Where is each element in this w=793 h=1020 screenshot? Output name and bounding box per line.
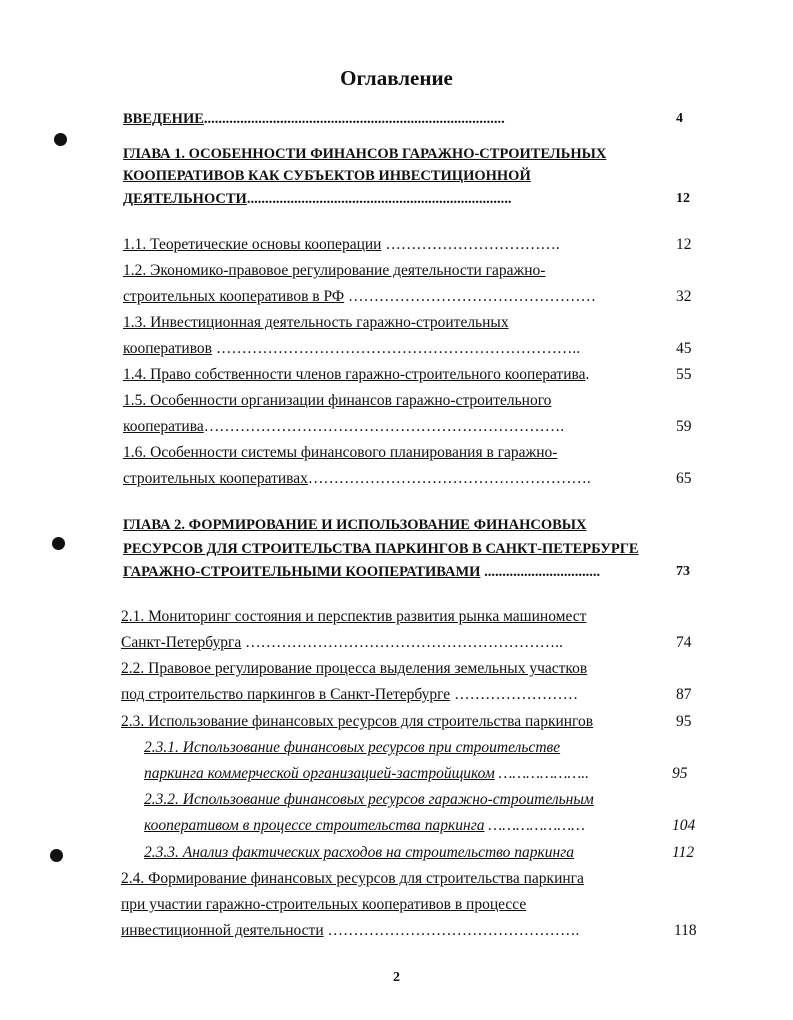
toc-page-number: 73 xyxy=(676,564,690,579)
toc-section-1-3-line-2[interactable] xyxy=(123,339,580,359)
toc-leader-dots: …………………………………………………………….. xyxy=(212,340,581,357)
toc-leader-dots: ………………………………………………. xyxy=(307,470,591,487)
toc-chapter-1-line-2[interactable]: КООПЕРАТИВОВ КАК СУБЪЕКТОВ ИНВЕСТИЦИОННОЙ xyxy=(123,168,531,184)
toc-chapter-1-line-3[interactable] xyxy=(123,189,511,209)
toc-entry-label: кооперативом в процессе строительства паркинга xyxy=(144,817,485,834)
toc-leader-dots: ………………………………………… xyxy=(344,288,596,305)
toc-subsection-2-3-1-line-2[interactable] xyxy=(144,764,589,784)
toc-subsection-2-3-1-line-1[interactable]: 2.3.1. Использование финансовых ресурсов при строительстве xyxy=(144,739,561,756)
toc-page-number: 95 xyxy=(672,765,688,782)
toc-subsection-2-3-3[interactable]: 2.3.3. Анализ фактических расходов на строительство паркинга xyxy=(144,844,575,861)
toc-page-number: 87 xyxy=(676,686,692,703)
toc-page-number: 118 xyxy=(674,922,697,939)
toc-entry-label: кооперативов xyxy=(123,340,212,357)
toc-page-number: 104 xyxy=(672,817,696,834)
toc-section-2-2-line-1[interactable]: 2.2. Правовое регулирование процесса выделения земельных участков xyxy=(121,660,588,677)
toc-section-1-6-line-1[interactable]: 1.6. Особенности системы финансового планирования в гаражно- xyxy=(123,444,558,461)
toc-entry-label: ВВЕДЕНИЕ xyxy=(123,111,204,127)
toc-section-2-4-line-3[interactable] xyxy=(121,921,579,941)
punch-hole-mark xyxy=(50,849,63,862)
toc-entry-label: под строительство паркингов в Санкт-Петербурге xyxy=(121,686,451,703)
toc-leader-dots: ………………… xyxy=(484,817,585,834)
toc-entry-label: ГАРАЖНО-СТРОИТЕЛЬНЫМИ КООПЕРАТИВАМИ xyxy=(123,564,481,580)
toc-page-number: 95 xyxy=(676,713,692,730)
footer-page-number: 2 xyxy=(393,970,400,985)
toc-section-2-4-line-1[interactable]: 2.4. Формирование финансовых ресурсов для строительства паркинга xyxy=(121,870,584,887)
toc-entry-label: строительных кооперативах xyxy=(123,470,308,487)
toc-page-number: 45 xyxy=(676,340,692,357)
toc-page-number: 112 xyxy=(672,844,695,861)
toc-page-number: 74 xyxy=(676,634,692,651)
toc-leader-dots: ................................................................................... xyxy=(203,111,505,127)
toc-section-2-3[interactable]: 2.3. Использование финансовых ресурсов для строительства паркингов xyxy=(121,713,594,730)
toc-section-1-4[interactable] xyxy=(123,365,589,385)
toc-subsection-2-3-2-line-2[interactable] xyxy=(144,816,585,836)
toc-page-number: 32 xyxy=(676,288,692,305)
toc-entry-label: 1.1. Теоретические основы кооперации xyxy=(123,236,382,253)
toc-entry-label: 1.4. Право собственности членов гаражно-строительного кооператива xyxy=(123,366,586,383)
toc-entry-label: ДЕЯТЕЛЬНОСТИ xyxy=(123,191,247,207)
toc-entry-label: строительных кооперативов в РФ xyxy=(123,288,345,305)
toc-leader-dots: ................................ xyxy=(480,564,601,580)
toc-leader-dots: . xyxy=(585,366,590,383)
toc-section-1-1[interactable] xyxy=(123,235,560,255)
toc-entry-label: инвестиционной деятельности xyxy=(121,922,324,939)
toc-leader-dots: …………………… xyxy=(450,686,579,703)
toc-entry-label: Санкт-Петербурга xyxy=(121,634,242,651)
page-title: Оглавление xyxy=(340,66,453,90)
toc-leader-dots: ……………………………. xyxy=(381,236,560,253)
toc-page-number: 59 xyxy=(676,418,692,435)
toc-section-2-1-line-2[interactable] xyxy=(121,633,563,653)
toc-section-2-4-line-2[interactable]: при участии гаражно-строительных кооперативов в процессе xyxy=(121,896,527,913)
toc-leader-dots: …………………………………………. xyxy=(323,922,580,939)
toc-page-number: 65 xyxy=(676,470,692,487)
toc-section-1-2-line-1[interactable]: 1.2. Экономико-правовое регулирование деятельности гаражно- xyxy=(123,262,546,279)
toc-leader-dots: ……………….. xyxy=(494,765,590,782)
toc-entry-label: паркинга коммерческой организацией-застройщиком xyxy=(144,765,495,782)
toc-page-number: 4 xyxy=(676,111,683,126)
toc-entry-label: кооператива xyxy=(123,418,204,435)
toc-page-number: 12 xyxy=(676,236,692,253)
toc-leader-dots: ……………………………………………………………. xyxy=(203,418,565,435)
toc-section-1-6-line-2[interactable] xyxy=(123,469,591,489)
toc-section-1-3-line-1[interactable]: 1.3. Инвестиционная деятельность гаражно-строительных xyxy=(123,314,509,331)
toc-section-1-5-line-1[interactable]: 1.5. Особенности организации финансов гаражно-строительного xyxy=(123,392,552,409)
toc-section-2-2-line-2[interactable] xyxy=(121,685,578,705)
toc-chapter-2-line-3[interactable] xyxy=(123,562,600,582)
toc-leader-dots: …………………………………………………….. xyxy=(241,634,563,651)
toc-section-2-1-line-1[interactable]: 2.1. Мониторинг состояния и перспектив развития рынка машиномест xyxy=(121,608,587,625)
toc-leader-dots: ......................................................................... xyxy=(246,191,512,207)
toc-chapter-2-line-2[interactable]: РЕСУРСОВ ДЛЯ СТРОИТЕЛЬСТВА ПАРКИНГОВ В САНКТ-ПЕТЕРБУРГЕ xyxy=(123,541,639,557)
toc-page-number: 55 xyxy=(676,366,692,383)
punch-hole-mark xyxy=(52,537,65,550)
toc-section-1-5-line-2[interactable] xyxy=(123,417,564,437)
punch-hole-mark xyxy=(54,133,67,146)
toc-chapter-1-line-1[interactable]: ГЛАВА 1. ОСОБЕННОСТИ ФИНАНСОВ ГАРАЖНО-СТРОИТЕЛЬНЫХ xyxy=(123,146,607,162)
toc-page-number: 12 xyxy=(676,191,690,206)
toc-subsection-2-3-2-line-1[interactable]: 2.3.2. Использование финансовых ресурсов гаражно-строительным xyxy=(144,791,594,808)
toc-section-1-2-line-2[interactable] xyxy=(123,287,596,307)
toc-entry-intro[interactable] xyxy=(123,109,505,129)
toc-chapter-2-line-1[interactable]: ГЛАВА 2. ФОРМИРОВАНИЕ И ИСПОЛЬЗОВАНИЕ ФИНАНСОВЫХ xyxy=(123,517,587,533)
